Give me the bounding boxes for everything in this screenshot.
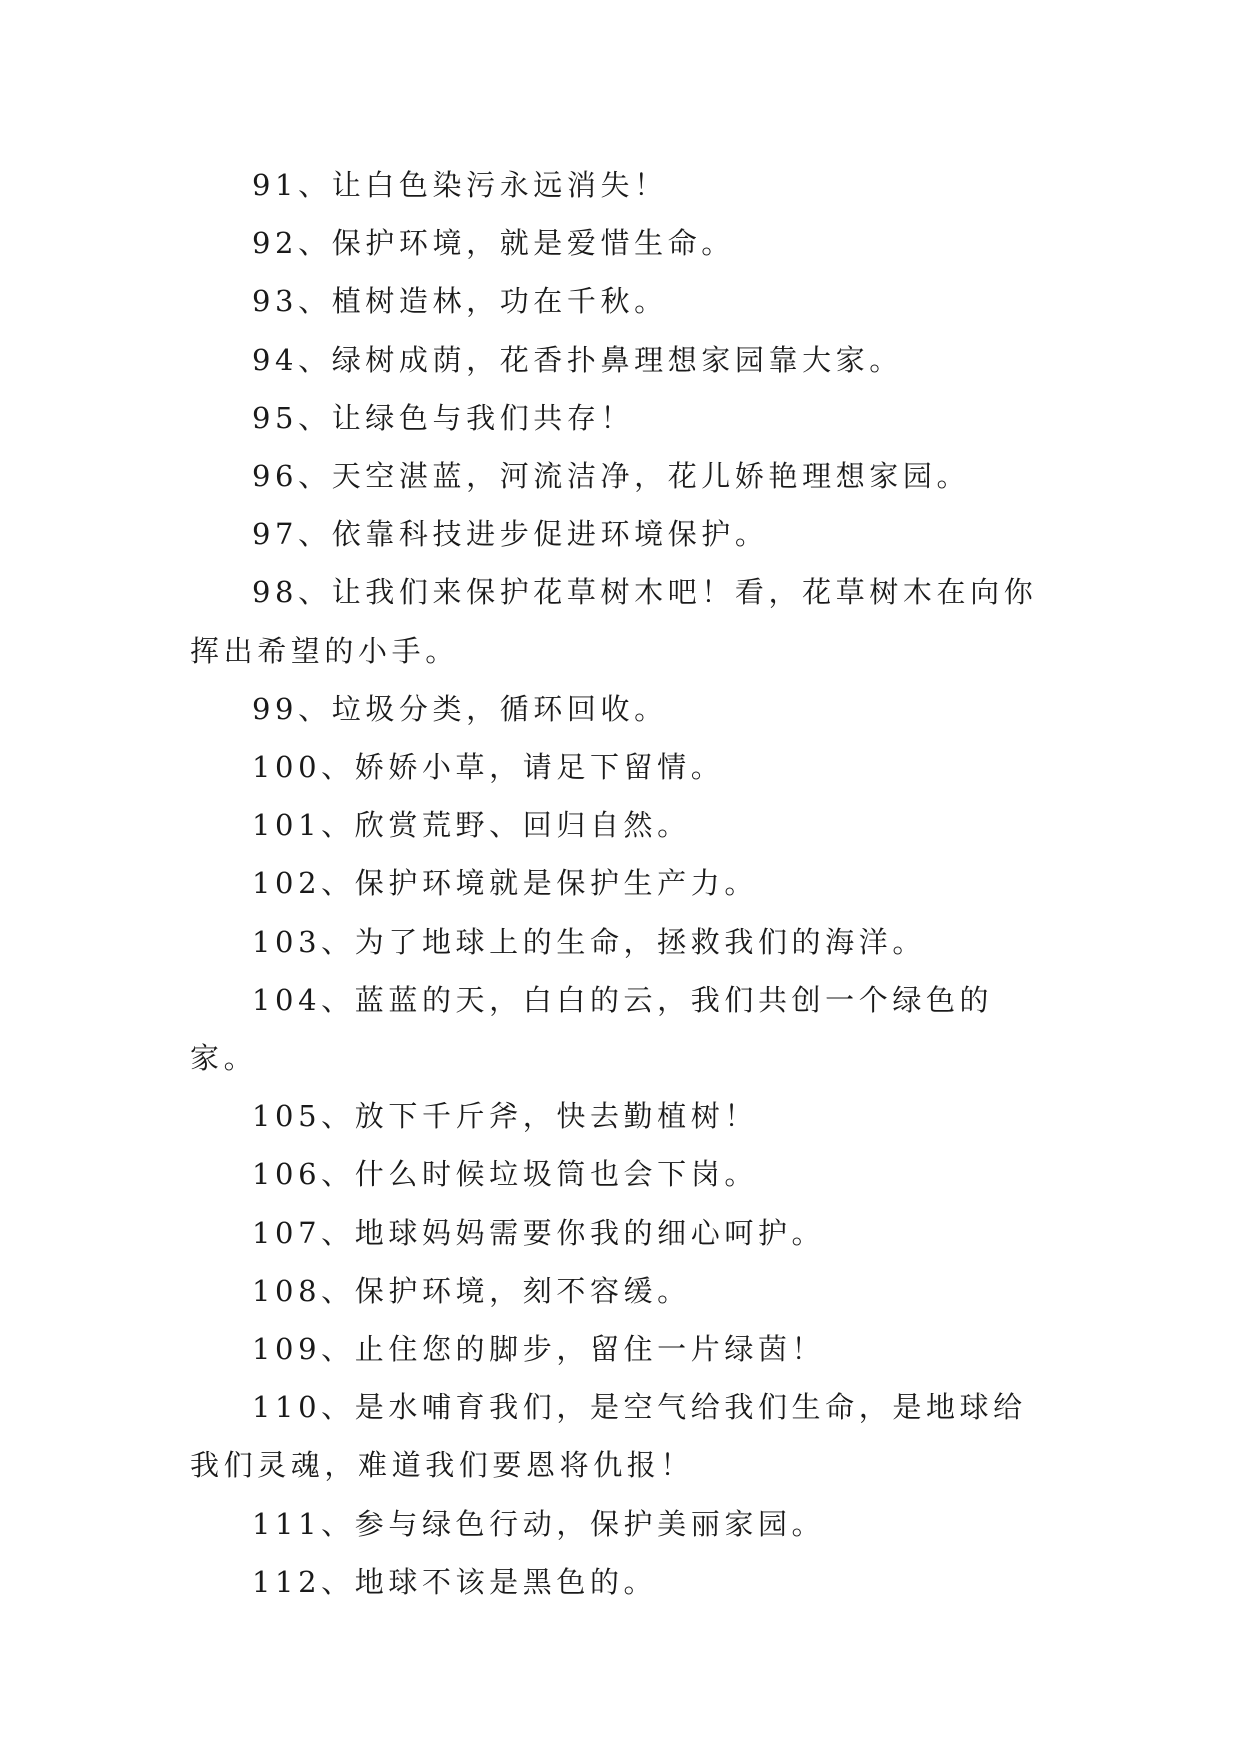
slogan-item: 100、娇娇小草，请足下留情。 [252,750,725,785]
slogan-item: 102、保护环境就是保护生产力。 [252,866,758,901]
slogan-list [190,156,1060,1611]
slogan-item: 98、让我们来保护花草树木吧！看，花草树木在向你挥出希望的小手。 [190,575,1038,668]
slogan-item: 104、蓝蓝的天，白白的云，我们共创一个绿色的家。 [190,982,994,1076]
slogan-item: 105、放下千斤斧，快去勤植树！ [252,1099,758,1134]
slogan-item: 95、让绿色与我们共存！ [252,400,635,435]
slogan-item: 91、让白色染污永远消失！ [252,168,668,202]
slogan-item: 108、保护环境，刻不容缓。 [252,1273,691,1308]
slogan-item: 107、地球妈妈需要你我的细心呵护。 [252,1215,826,1250]
slogan-item: 96、天空湛蓝，河流洁净，花儿娇艳理想家园。 [252,459,971,494]
slogan-item: 111、参与绿色行动，保护美丽家园。 [252,1506,826,1541]
slogan-item: 97、依靠科技进步促进环境保护。 [252,517,769,552]
slogan-item: 103、为了地球上的生命，拯救我们的海洋。 [252,924,926,959]
slogan-item: 92、保护环境，就是爱惜生命。 [252,226,735,261]
slogan-item: 112、地球不该是黑色的。 [252,1564,658,1599]
slogan-item: 101、欣赏荒野、回归自然。 [252,808,691,843]
slogan-item: 109、止住您的脚步，留住一片绿茵！ [252,1332,826,1367]
slogan-item: 106、什么时候垃圾筒也会下岗。 [252,1157,758,1192]
slogan-item: 93、植树造林，功在千秋。 [252,284,668,319]
slogan-item: 94、绿树成荫，花香扑鼻理想家园靠大家。 [252,342,903,377]
slogan-item: 99、垃圾分类，循环回收。 [252,691,668,726]
slogan-item: 110、是水哺育我们，是空气给我们生命，是地球给我们灵魂，难道我们要恩将仇报！ [190,1390,1027,1483]
